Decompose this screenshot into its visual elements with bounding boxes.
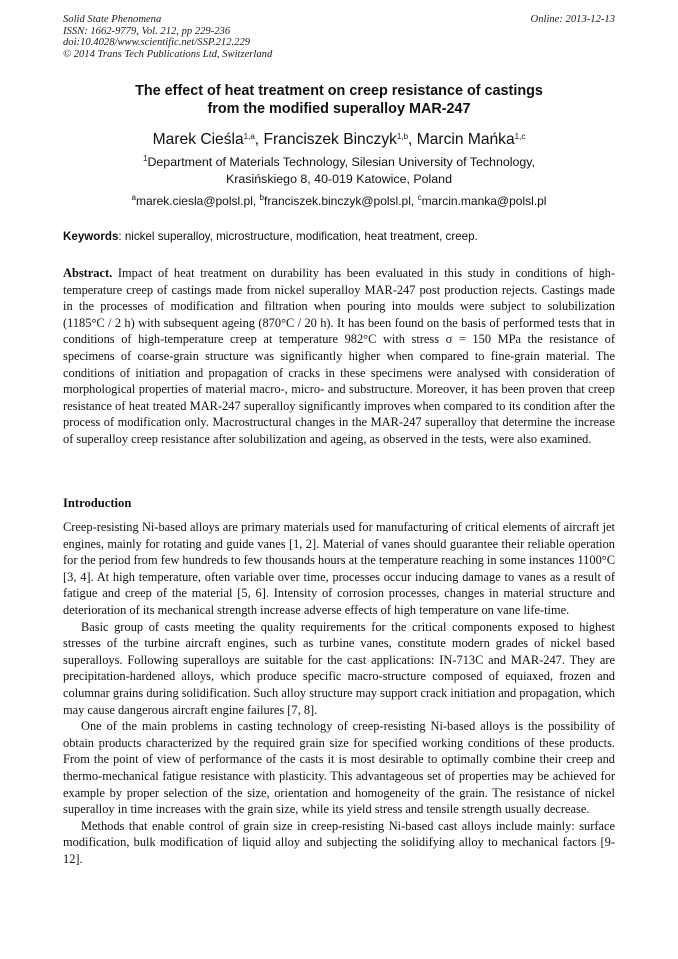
paragraph: One of the main problems in casting technology of creep-resisting Ni-based alloys is the possibility of obtain products characterized by the required grain size for specified working conditions of these products. From the point of view of performance of the casts it is most desirable to optimally combine their creep and thermo-mechanical fatigue resistance with plasticity. This advantageous set of properties may be achieved for example by proper selection of the size, orientation and homogeneity of the grain. The resistance of nickel superalloy in time increases with the grain size, while its yield stress and tensile strength usually decrease. — [63, 719, 615, 817]
online-date: Online: 2013-12-13 — [530, 14, 615, 25]
journal-name: Solid State Phenomena — [63, 14, 162, 25]
paper-title — [63, 82, 615, 118]
affiliation — [63, 154, 615, 188]
title-line-1: The effect of heat treatment on creep resistance of castings — [135, 83, 543, 99]
author-separator: , — [254, 131, 264, 148]
doi-line[interactable]: doi:10.4028/www.scientific.net/SSP.212.229 — [63, 37, 251, 49]
paragraph: Methods that enable control of grain size in creep-resisting Ni-based cast alloys include mainly: surface modification, bulk modification of liquid alloy and subjecting the solidifying alloy to mechanical factors [9-12]. — [63, 818, 615, 866]
keywords-text: : nickel superalloy, microstructure, modification, heat treatment, creep. — [118, 230, 478, 243]
author-name: Marcin Mańka — [416, 131, 515, 148]
section-heading-introduction: Introduction — [63, 496, 132, 510]
email-mark: c — [417, 193, 422, 202]
copyright-line: © 2014 Trans Tech Publications Ltd, Switzerland — [63, 48, 273, 60]
affiliation-mark: 1 — [143, 154, 148, 163]
issn-line: ISSN: 1662-9779, Vol. 212, pp 229-236 — [63, 25, 231, 37]
author-emails — [63, 194, 615, 209]
abstract — [63, 265, 615, 448]
publication-header — [63, 14, 615, 60]
author-affil-mark: 1,c — [514, 132, 526, 141]
author-list — [63, 130, 615, 149]
email-link[interactable]: marcin.manka@polsl.pl — [421, 194, 547, 208]
abstract-text: Impact of heat treatment on durability has been evaluated in this study in conditions of high-temperature creep of castings made from nickel superalloy MAR-247 post production rejects. Castings made in the processes of modification and filtration when pouring into moulds were subject to solubilization (1185°C / 2 h) with subsequent ageing (870°C / 20 h). It has been found on the basis of performed tests that in conditions of high-temperature creep at temperature 982°C with stress σ = 150 MPa the resistance of specimens of coarse-grain structure was significantly higher when compared to fine-grain material. The conditions of initiation and propagation of cracks in these specimens were analysed with consideration of morphological properties of material macro-, micro- and substructure. Moreover, it has been proven that creep resistance of heat treated MAR-247 superalloy significantly improves when compared to its condition after the process of modification only. Macrostructural changes in the MAR-247 superalloy that determine the increase of superalloy creep resistance after solubilization and ageing, as observed in the tests, were also examined. — [63, 266, 615, 446]
affiliation-line-2: Krasińskiego 8, 40-019 Katowice, Poland — [226, 172, 452, 186]
keywords-label: Keywords — [63, 230, 119, 243]
email-mark: a — [131, 193, 136, 202]
author-name: Marek Cieśla — [152, 131, 244, 148]
paragraph: Creep-resisting Ni-based alloys are primary materials used for manufacturing of critical elements of aircraft jet engines, mainly for rotating and guide vanes [1, 2]. Material of vanes should guarantee their reliable operation for the period from few hundreds to few thousands hours at the temperature reaching in some instances 1100°C [3, 4]. At high temperature, often variable over time, processes occur inducing damage to vanes as a result of fatigue and creep of the material [5, 6]. Intensity of corrosion processes, changes in material structure and deterioration of its mechanical strength increase adverse effects of high temperature on vane life-time. — [63, 520, 615, 617]
author-affil-mark: 1,b — [396, 132, 409, 141]
affiliation-line-1: Department of Materials Technology, Silesian University of Technology, — [147, 155, 535, 169]
author-name: Franciszek Binczyk — [263, 131, 397, 148]
keywords — [63, 230, 615, 244]
email-mark: b — [259, 193, 264, 202]
abstract-label: Abstract. — [63, 266, 113, 280]
title-line-2: from the modified superalloy MAR-247 — [207, 101, 471, 117]
email-link[interactable]: franciszek.binczyk@polsl.pl, — [263, 194, 418, 208]
author-separator: , — [408, 131, 417, 148]
paragraph: Basic group of casts meeting the quality requirements for the critical components exposed to highest stresses of the turbine aircraft engines, such as turbine vanes, constitute modern grades of nickel based superalloys. Following superalloys are suitable for the cast applications: IN-713C and MAR-247. They are precipitation-hardened alloys, which produce specific macro-structure composed of equiaxed, frozen and columnar grains during solidification. Such alloy structure may support crack initiation and propagation, which may cause dangerous aircraft engine failures [7, 8]. — [63, 619, 615, 717]
author-affil-mark: 1,a — [243, 132, 255, 141]
introduction-body — [63, 519, 615, 867]
email-link[interactable]: marek.ciesla@polsl.pl, — [135, 194, 260, 208]
